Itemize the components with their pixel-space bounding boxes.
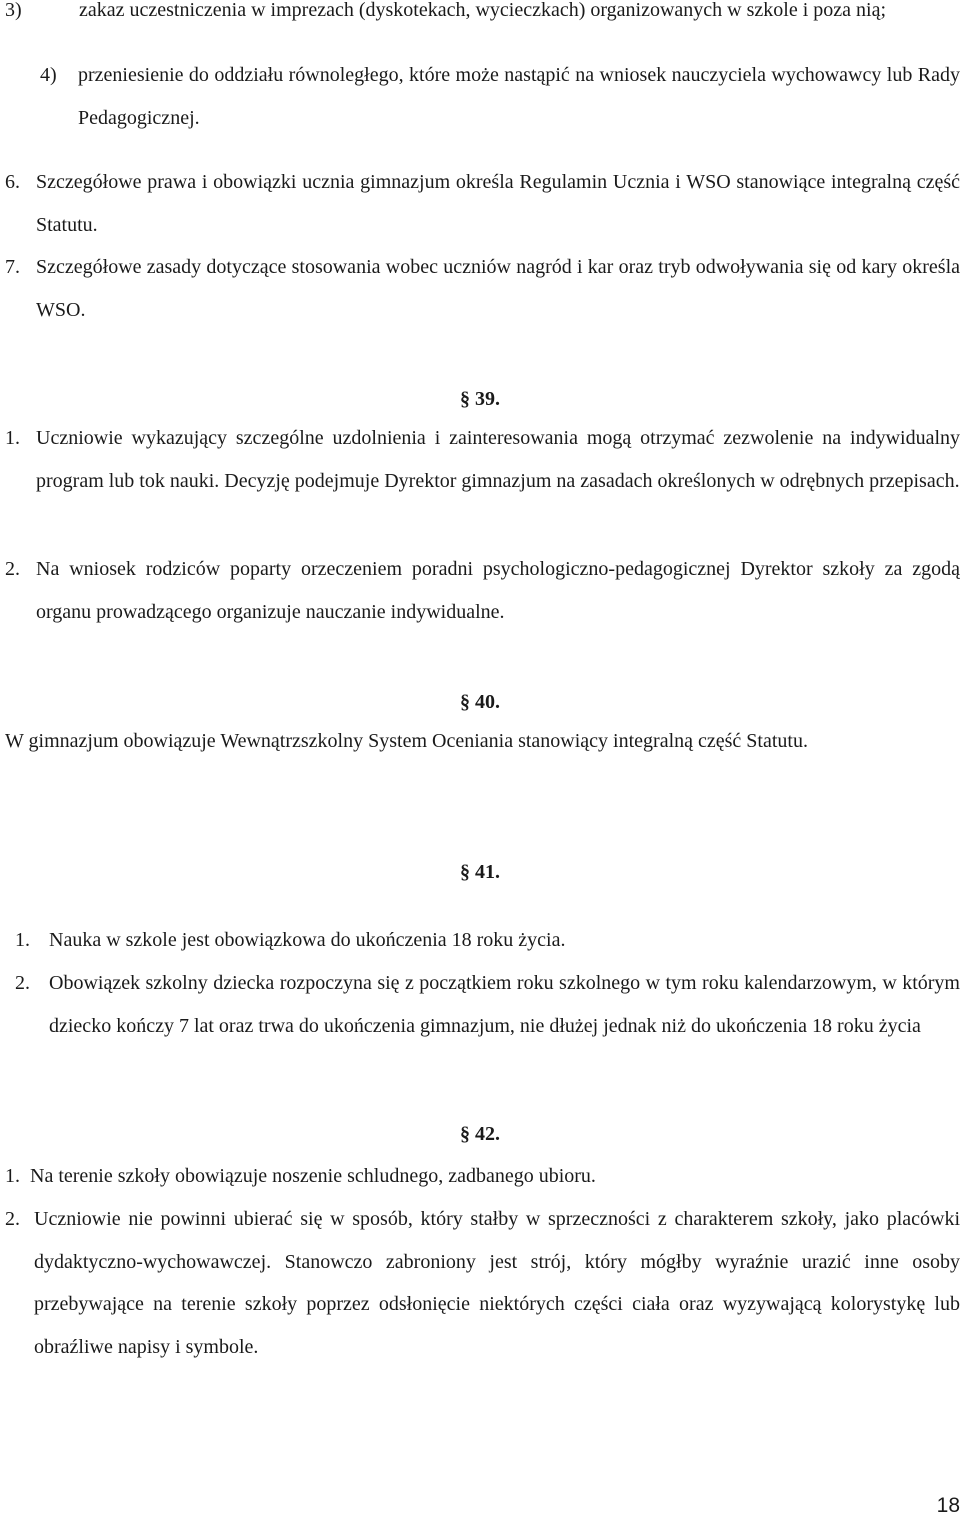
item-text: Na terenie szkoły obowiązuje noszenie schludnego, zadbanego ubioru. [30, 1165, 596, 1187]
list-item-6 [5, 161, 960, 246]
item-number: 1. [5, 427, 20, 449]
list-item-4 [40, 54, 960, 139]
item-text: Obowiązek szkolny dziecka rozpoczyna się z początkiem roku szkolnego w tym roku kalendarzowym, w którym dziecko kończy 7 lat oraz trwa do ukończenia gimnazjum, nie dłużej jednak niż do ukończenia 18 roku życia [49, 972, 960, 1037]
section-heading-42: § 42. [460, 1123, 500, 1145]
list-item-3 [5, 0, 960, 32]
page-number: 18 [936, 1494, 960, 1517]
item-number: 1. [15, 929, 30, 951]
item-number: 3) [5, 0, 22, 21]
section-heading-39: § 39. [460, 388, 500, 410]
item-text: Szczegółowe zasady dotyczące stosowania wobec uczniów nagród i kar oraz tryb odwoływania się od kary określa WSO. [36, 256, 960, 321]
item-text: Szczegółowe prawa i obowiązki ucznia gimnazjum określa Regulamin Ucznia i WSO stanowiące integralną część Statutu. [36, 171, 960, 236]
item-text: Na wniosek rodziców poparty orzeczeniem poradni psychologiczno-pedagogicznej Dyrektor szkoły za zgodą organu prowadzącego organizuje nauczanie indywidualne. [36, 558, 960, 623]
section-heading-41: § 41. [460, 861, 500, 883]
item-number: 2. [5, 558, 20, 580]
item-number: 2. [15, 972, 30, 994]
item-text: zakaz uczestniczenia w imprezach (dyskotekach, wycieczkach) organizowanych w szkole i poza nią; [79, 0, 887, 21]
item-number: 1. [5, 1165, 20, 1187]
item-number: 2. [5, 1208, 20, 1230]
item-number: 4) [40, 64, 57, 86]
section-40-text: W gimnazjum obowiązuje Wewnątrzszkolny System Oceniania stanowiący integralną część Statutu. [5, 730, 808, 752]
section-41-item-1 [15, 919, 960, 962]
section-42-item-2 [5, 1198, 960, 1368]
section-39-item-1 [5, 417, 960, 502]
list-item-7 [5, 246, 960, 331]
item-text: Nauka w szkole jest obowiązkowa do ukończenia 18 roku życia. [49, 929, 566, 951]
section-heading-40: § 40. [460, 691, 500, 713]
item-text: Uczniowie wykazujący szczególne uzdolnienia i zainteresowania mogą otrzymać zezwolenie na indywidualny program lub tok nauki. Decyzję podejmuje Dyrektor gimnazjum na zasadach określonych w odrębnych przepisach. [36, 427, 960, 492]
section-42-item-1 [5, 1155, 960, 1198]
item-text: przeniesienie do oddziału równoległego, które może nastąpić na wniosek nauczyciela wychowawcy lub Rady Pedagogicznej. [78, 64, 960, 129]
section-39-item-2 [5, 548, 960, 633]
item-text: Uczniowie nie powinni ubierać się w sposób, który stałby w sprzeczności z charakterem szkoły, jako placówki dydaktyczno-wychowawczej. Stanowczo zabroniony jest strój, który mógłby wyraźnie urazić inne osoby przebywające na terenie szkoły poprzez odsłonięcie niektórych części ciała oraz wyzywającą kolorystykę lub obraźliwe napisy i symbole. [34, 1208, 960, 1358]
section-41-item-2 [15, 962, 960, 1047]
item-number: 7. [5, 256, 20, 278]
item-number: 6. [5, 171, 20, 193]
